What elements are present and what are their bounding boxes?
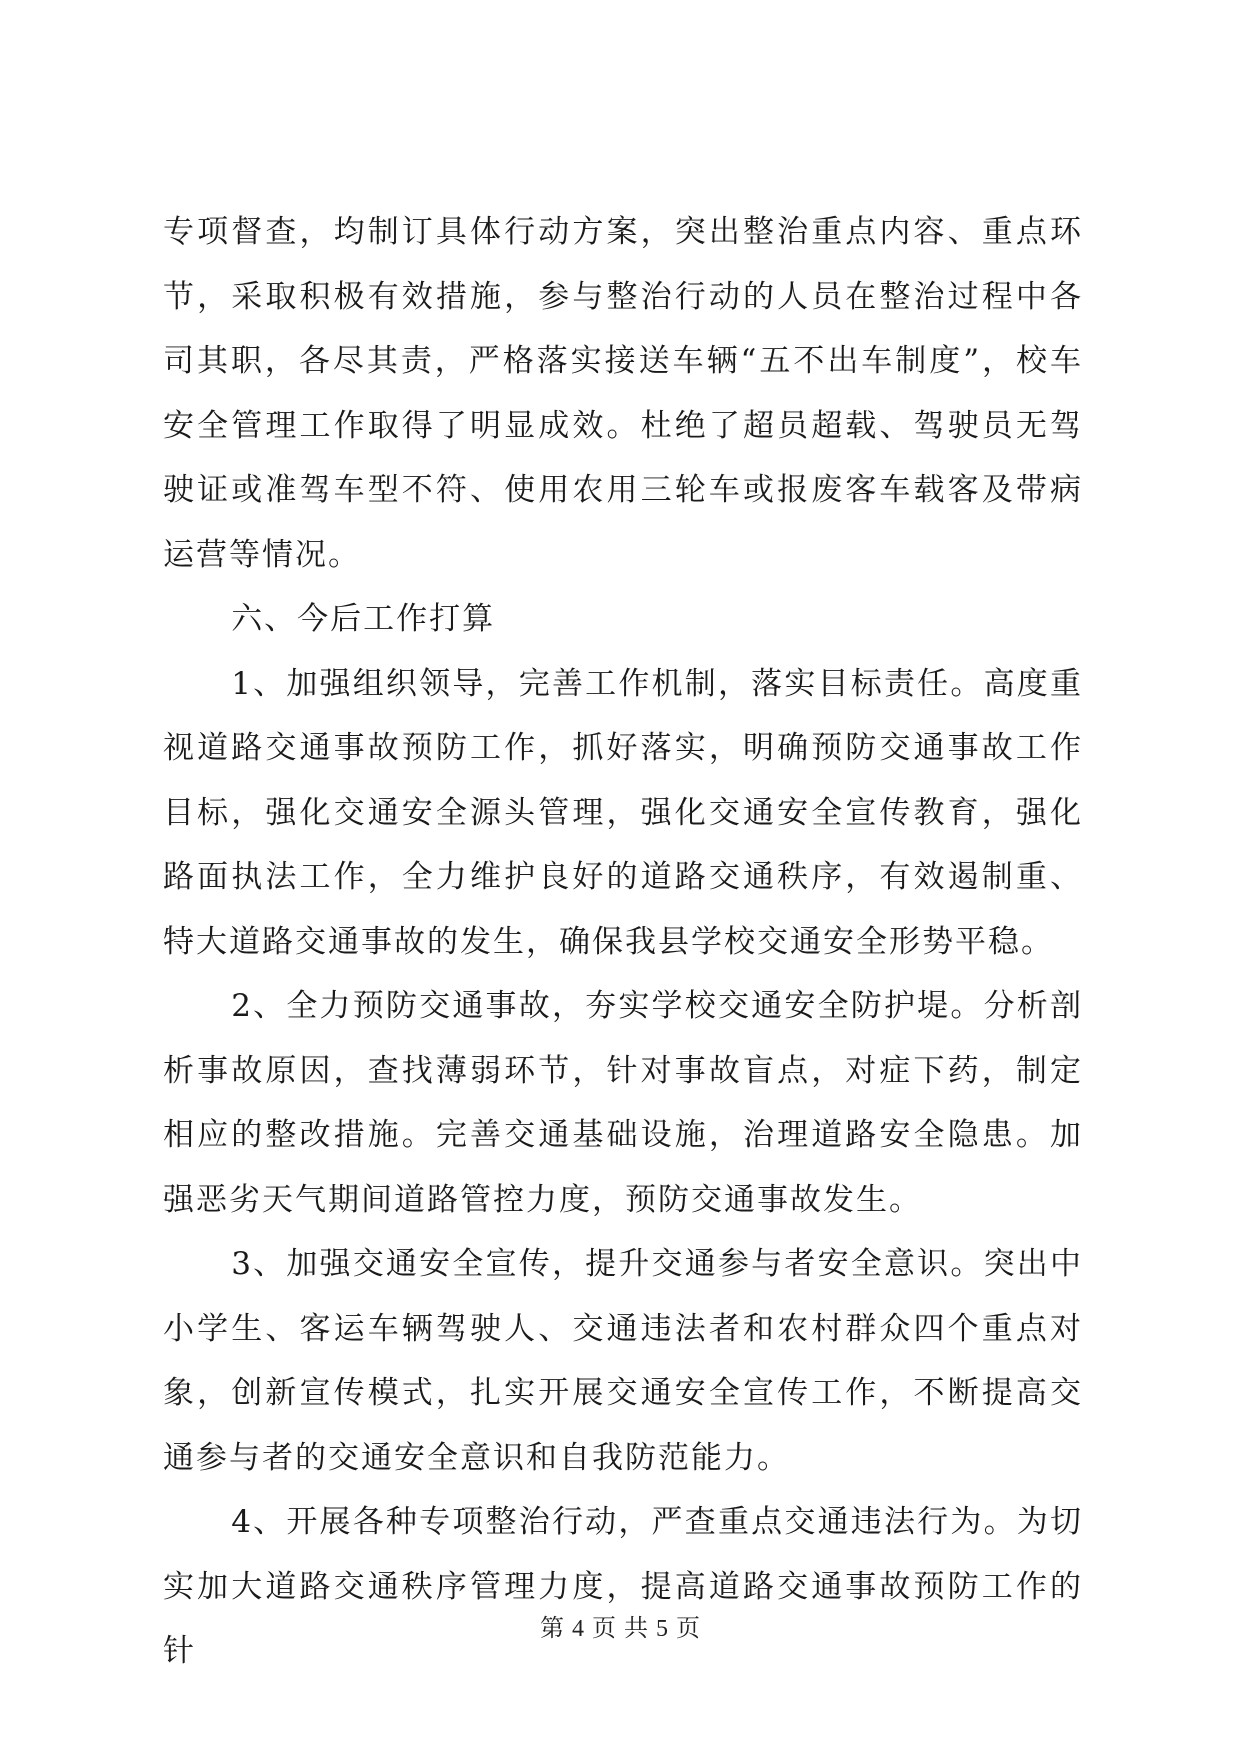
section-heading-future-plans: 六、今后工作打算 — [231, 601, 496, 637]
paragraph-item-4: 4、开展各种专项整治行动，严查重点交通违法行为。为切实加大道路交通秩序管理力度，提高道路交通事故预防工作的针 — [163, 1504, 1083, 1669]
paragraph-item-2: 2、全力预防交通事故，夯实学校交通安全防护堤。分析剖析事故原因，查找薄弱环节，针对事故盲点，对症下药，制定相应的整改措施。完善交通基础设施，治理道路安全隐患。加强恶劣天气期间道路管控力度，预防交通事故发生。 — [163, 988, 1083, 1218]
paragraph-item-1: 1、加强组织领导，完善工作机制，落实目标责任。高度重视道路交通事故预防工作，抓好落实，明确预防交通事故工作目标，强化交通安全源头管理，强化交通安全宣传教育，强化路面执法工作，全力维护良好的道路交通秩序，有效遏制重、特大道路交通事故的发生，确保我县学校交通安全形势平稳。 — [163, 665, 1083, 960]
page-number-footer: 第 4 页 共 5 页 — [540, 1616, 701, 1642]
paragraph-continuation: 专项督查，均制订具体行动方案，突出整治重点内容、重点环节，采取积极有效措施，参与整治行动的人员在整治过程中各司其职，各尽其责，严格落实接送车辆“五不出车制度”，校车安全管理工作取得了明显成效。杜绝了超员超载、驾驶员无驾驶证或准驾车型不符、使用农用三轮车或报废客车载客及带病运营等情况。 — [163, 214, 1083, 573]
document-body — [163, 200, 1083, 1684]
paragraph-item-3: 3、加强交通安全宣传，提升交通参与者安全意识。突出中小学生、客运车辆驾驶人、交通违法者和农村群众四个重点对象，创新宣传模式，扎实开展交通安全宣传工作，不断提高交通参与者的交通安全意识和自我防范能力。 — [163, 1246, 1083, 1476]
